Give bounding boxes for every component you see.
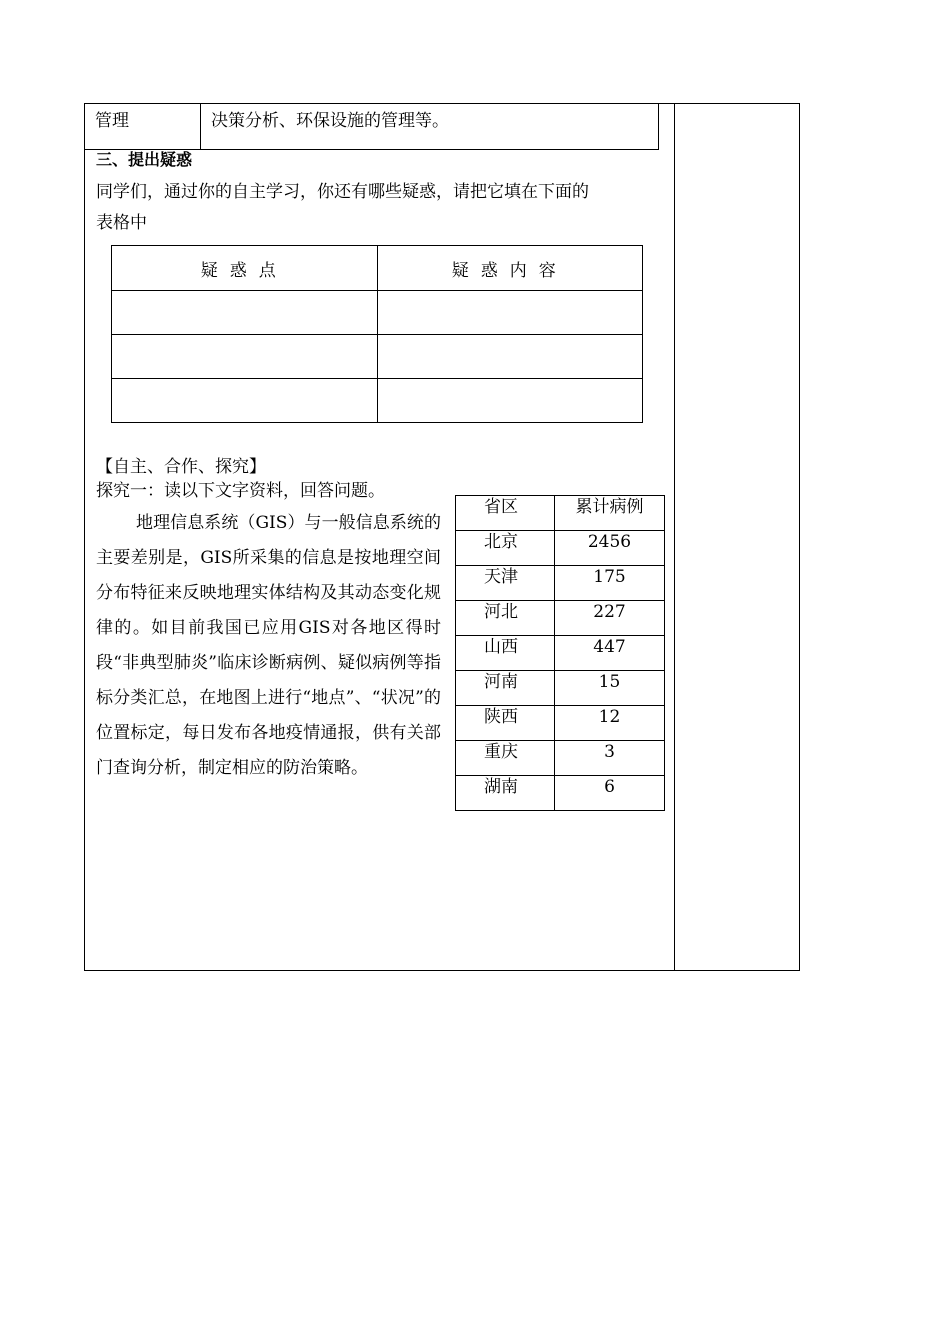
top-row-label: 管理 [85,104,201,150]
cases-cell: 175 [555,566,665,601]
cases-header: 累计病例 [555,496,665,531]
doubt-content-cell[interactable] [377,291,643,335]
table-row [112,379,643,423]
cases-cell: 6 [555,776,665,811]
province-cell: 重庆 [456,741,555,776]
table-row [112,291,643,335]
cases-cell: 2456 [555,531,665,566]
explore-title: 【自主、合作、探究】 [96,457,266,477]
table-header-row [112,246,643,291]
cases-cell: 15 [555,671,665,706]
province-cell: 陕西 [456,706,555,741]
province-cell: 天津 [456,566,555,601]
section-title: 三、提出疑惑 [96,150,193,169]
right-column-divider [674,103,675,971]
table-row [85,104,659,150]
table-header-row [456,496,665,531]
doubt-point-cell[interactable] [112,291,378,335]
table-row [456,531,665,566]
province-cell: 河北 [456,601,555,636]
doubt-point-cell[interactable] [112,379,378,423]
table-row [456,741,665,776]
table-row [456,671,665,706]
province-cell: 河南 [456,671,555,706]
cases-cell: 3 [555,741,665,776]
table-row [456,636,665,671]
province-cell: 山西 [456,636,555,671]
table-row [112,335,643,379]
table-row [456,566,665,601]
province-cell: 湖南 [456,776,555,811]
doubt-table [111,245,643,423]
doubt-point-header: 疑惑点 [112,246,378,291]
explore-prompt: 探究一：读以下文字资料，回答问题。 [96,481,385,501]
top-row-content: 决策分析、环保设施的管理等。 [201,104,659,150]
doubt-content-header: 疑惑内容 [377,246,643,291]
instruction-line-2: 表格中 [96,213,147,233]
table-row [456,776,665,811]
doubt-point-cell[interactable] [112,335,378,379]
cases-cell: 227 [555,601,665,636]
cases-cell: 12 [555,706,665,741]
doubt-content-cell[interactable] [377,379,643,423]
table-row [456,706,665,741]
table-row [456,601,665,636]
top-table [84,103,659,150]
cases-cell: 447 [555,636,665,671]
instruction-line-1: 同学们，通过你的自主学习，你还有哪些疑惑，请把它填在下面的 [96,182,589,202]
case-table [455,495,665,811]
explore-paragraph: 地理信息系统（GIS）与一般信息系统的主要差别是，GIS所采集的信息是按地理空间分布特征来反映地理实体结构及其动态变化规律的。如目前我国已应用GIS对各地区得时段“非典型肺炎”临床诊断病例、疑似病例等指标分类汇总，在地图上进行“地点”、“状况”的位置标定，每日发布各地疫情通报，供有关部门查询分析，制定相应的防治策略。 [96,513,441,778]
province-header: 省区 [456,496,555,531]
doubt-content-cell[interactable] [377,335,643,379]
province-cell: 北京 [456,531,555,566]
